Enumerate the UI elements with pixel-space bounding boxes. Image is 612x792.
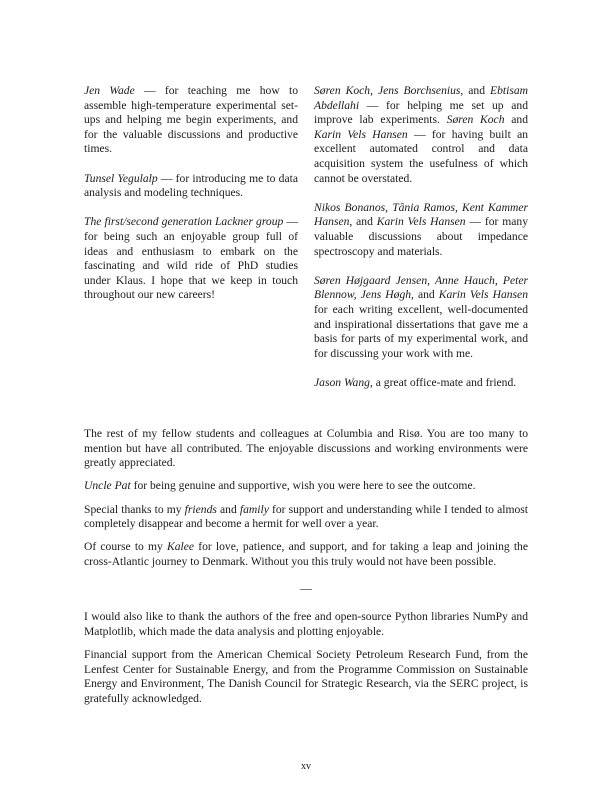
text-run: Special thanks to my xyxy=(84,502,185,516)
emphasized-name: Kalee xyxy=(167,540,195,554)
emphasized-name: Ebtisam Abdellahi xyxy=(314,84,529,112)
paragraph xyxy=(314,201,528,259)
text-run: Of course to my xyxy=(84,540,167,554)
right-column xyxy=(314,84,528,405)
paragraph xyxy=(84,503,528,532)
emphasized-name: Uncle Pat xyxy=(84,479,131,493)
emphasized-name: Søren Koch xyxy=(446,113,505,127)
page-number: xv xyxy=(301,761,311,772)
emphasized-name: Karin Vels Hansen xyxy=(376,215,466,229)
paragraph xyxy=(84,540,528,569)
paragraph xyxy=(84,479,528,494)
emphasized-name: friends xyxy=(184,502,217,516)
text-run: for being genuine and supportive, wish you were here to see the outcome. xyxy=(130,479,476,493)
paragraph xyxy=(84,648,528,706)
text-run: — for many valuable discussions about impedance spectroscopy and materials. xyxy=(314,215,528,258)
text-run: for love, patience, and support, and for taking a leap and joining the cross-Atlantic journey to Denmark. Without you this truly would not have been possible. xyxy=(84,540,528,568)
text-run: , xyxy=(370,84,378,97)
text-run: for each writing excellent, well-documented and inspirational dissertations that gave me a basis for parts of my experimental work, and for discussing your work with me. xyxy=(314,302,528,360)
emphasized-name: family xyxy=(239,502,269,516)
text-run: — for teaching me how to assemble high-temperature experimental set-ups and helping me begin experiments, and for the valuable discussions and productive times. xyxy=(84,84,298,156)
text-run: — for introducing me to data analysis and modeling techniques. xyxy=(84,171,298,200)
paragraph xyxy=(314,84,528,186)
emphasized-name: Jason Wang xyxy=(314,375,370,389)
full-width-paragraphs xyxy=(84,427,528,570)
emphasized-name: Nikos Bonanos, Tânia Ramos, Kent Kammer Hansen xyxy=(314,200,528,229)
emphasized-name: Søren Højgaard Jensen, Anne Hauch, Peter Blennow, Jens Høgh xyxy=(314,273,528,302)
text-run: , and xyxy=(411,288,439,302)
emphasized-name: Søren Koch xyxy=(314,84,371,97)
paragraph xyxy=(84,427,528,471)
text-run: for support and understanding while I tended to almost completely disappear and become a hermit for well over a year. xyxy=(84,502,529,531)
text-run: — for being such an enjoyable group full of ideas and enthusiasm to embark on the fascinating and wild ride of PhD studies under Klaus. I hope that we keep in touch throughout our new careers! xyxy=(84,215,299,302)
emphasized-name: Karin Vels Hansen xyxy=(438,288,528,302)
paragraph xyxy=(84,172,298,201)
paragraph xyxy=(314,274,528,362)
closing-paragraphs xyxy=(84,610,528,706)
text-run: , and xyxy=(460,84,490,97)
section-separator: — xyxy=(300,581,312,595)
emphasized-name: Tunsel Yegulalp xyxy=(84,171,158,185)
emphasized-name: Jens Borchsenius xyxy=(377,84,461,97)
text-run: The rest of my fellow students and colleagues at Columbia and Risø. You are too many to mention but have all contributed. The enjoyable discussions and working environments were greatly appreciated. xyxy=(84,427,528,470)
emphasized-name: Jen Wade xyxy=(84,84,135,97)
text-run: Financial support from the American Chemical Society Petroleum Research Fund, from the Lenfest Center for Sustainable Energy, and from the Programme Commission on Sustainable Energy and Environment, The Danish Council for Strategic Research, via the SERC project, is gratefully acknowledged. xyxy=(84,647,528,705)
left-column xyxy=(84,84,298,318)
text-run: and xyxy=(216,502,240,516)
paragraph xyxy=(84,84,298,157)
paragraph xyxy=(314,376,528,391)
paragraph xyxy=(84,610,528,639)
text-run: — for helping me set up and improve lab experiments. xyxy=(314,98,528,127)
paragraph xyxy=(84,215,298,303)
text-run: and xyxy=(504,113,528,127)
emphasized-name: Karin Vels Hansen xyxy=(314,127,408,141)
text-run: , and xyxy=(349,215,377,229)
full-width-text xyxy=(84,427,528,715)
text-run: — for having built an excellent automated control and data acquisition system the usefulness of which cannot be overstated. xyxy=(314,127,529,185)
emphasized-name: The first/second generation Lackner group xyxy=(84,215,284,229)
text-run: I would also like to thank the authors of the free and open-source Python libraries NumPy and Matplotlib, which made the data analysis and plotting enjoyable. xyxy=(84,610,528,638)
text-run: , a great office-mate and friend. xyxy=(369,375,517,389)
